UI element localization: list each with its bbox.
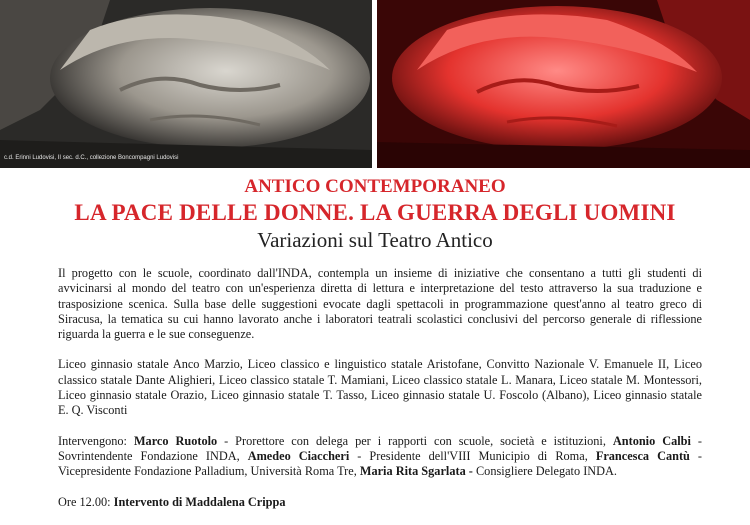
title-antico-contemporaneo: ANTICO CONTEMPORANEO [244,176,506,197]
header-photos [0,0,750,168]
time-paragraph [58,495,702,510]
photo-caption: c.d. Erinni Ludovisi, II sec. d.C., collezione Boncompagni Ludovisi [4,155,179,161]
intro-paragraph: Il progetto con le scuole, coordinato dall'INDA, contempla un insieme di iniziative che consentano a tutti gli studenti di avvicinarsi al mondo del teatro con un'esperienza diretta di lettura e interpretazione del testo attraverso la sua traduzione e trasposizione scenica. Sulla base delle suggestioni evocate dagli spettacoli in programmazione quest'anno al teatro greco di Siracusa, la tematica su cui hanno lavorato anche i laboratori teatrali scolastici conclusivi del percorso generale di riflessione riguarda la guerra e le sue conseguenze. [58,266,702,342]
speaker-role: - Vicepresidente Fondazione Palladium, Università Roma Tre, [58,448,703,479]
statue-photo-red [377,0,750,168]
subtitle: Variazioni sul Teatro Antico [257,228,493,252]
speaker-role: - Presidente dell'VIII Municipio di Roma, [349,448,596,463]
speaker-name: Antonio Calbi [612,433,691,448]
document-body [58,266,702,525]
title-main: LA PACE DELLE DONNE. LA GUERRA DEGLI UOMINI [74,200,676,225]
speakers-lead: Intervengono: [58,433,134,448]
speaker-role: - Sovrintendente Fondazione INDA, [58,433,702,463]
speaker-name: Francesca Cantù [595,448,690,463]
speaker-name: Maria Rita Sgarlata - [359,464,473,479]
statue-photo-grayscale [0,0,372,168]
speaker-role: Consigliere Delegato INDA. [472,464,618,479]
speaker-name: Marco Ruotolo [133,433,218,448]
time-label: Ore 12.00: [58,494,114,509]
speaker-name: Amedeo Ciaccheri [247,448,350,463]
time-event: Intervento di Maddalena Crippa [113,494,286,509]
schools-paragraph: Liceo ginnasio statale Anco Marzio, Liceo classico e linguistico statale Aristofane, Convitto Nazionale V. Emanuele II, Liceo classico statale Dante Alighieri, Liceo classico statale T. Mamiani, Liceo classico statale L. Manara, Liceo statale M. Montessori, Liceo ginnasio statale Orazio, Liceo ginnasio statale T. Tasso, Liceo ginnasio statale U. Foscolo (Albano), Liceo ginnasio statale E. Q. Visconti [58,357,702,418]
speaker-role: - Prorettore con delega per i rapporti con scuole, società e istituzioni, [217,433,613,448]
speakers-paragraph [58,434,702,480]
